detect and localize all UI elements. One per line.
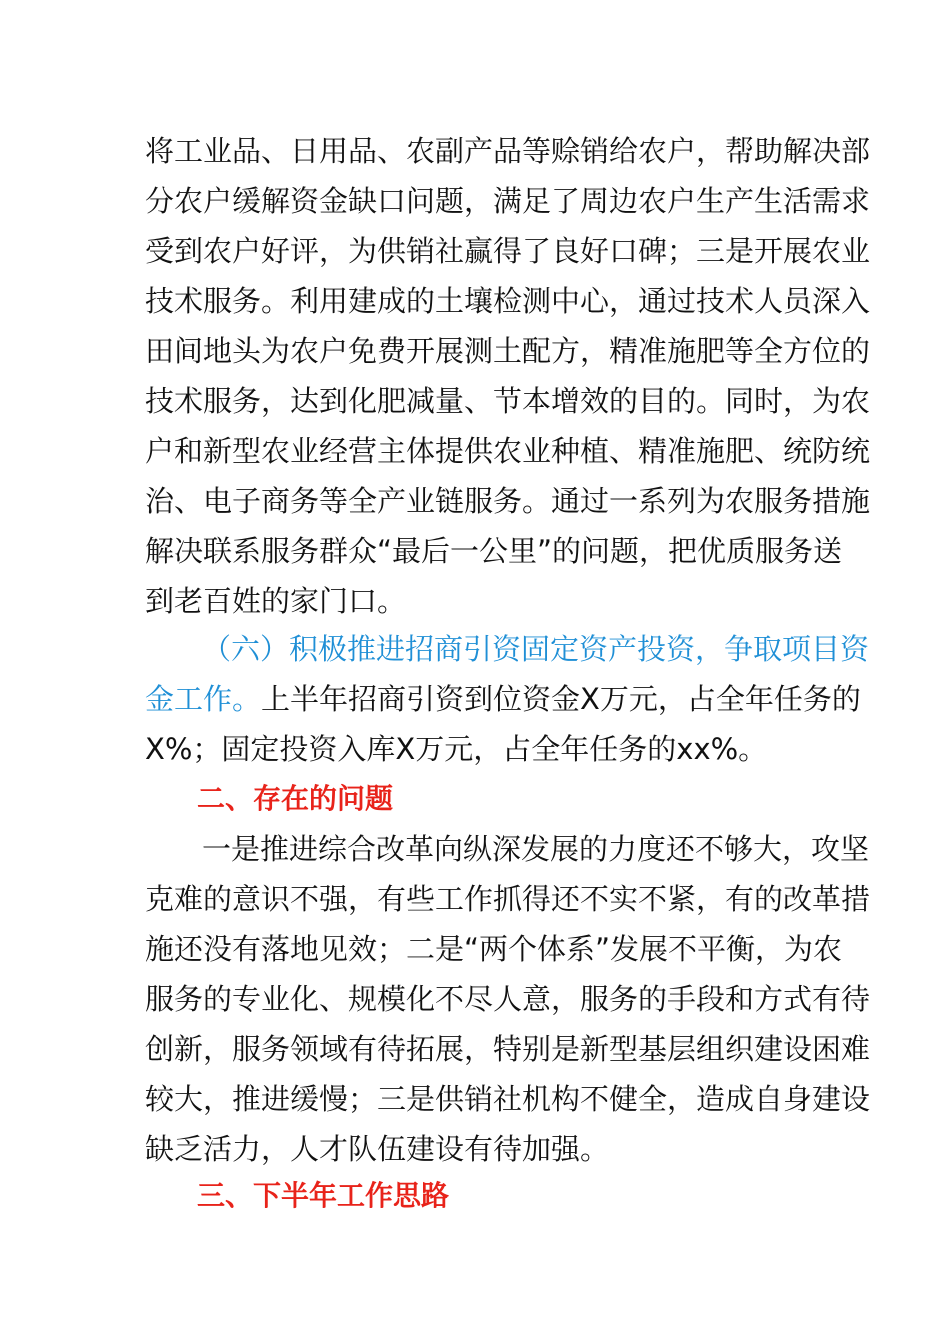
body-text-line: 服务的专业化、规模化不尽人意，服务的手段和方式有待 <box>145 982 871 1016</box>
body-text-line: 较大，推进缓慢；三是供销社机构不健全，造成自身建设 <box>145 1082 871 1116</box>
subheading-tail: 金工作。 <box>145 682 262 716</box>
body-text-line: 治、电子商务等全产业链服务。通过一系列为农服务措施 <box>145 484 871 518</box>
body-text-line: 技术服务，达到化肥减量、节本增效的目的。同时，为农 <box>145 384 871 418</box>
body-text-line: 克难的意识不强，有些工作抓得还不实不紧，有的改革措 <box>145 882 871 916</box>
body-text-line: X%；固定投资入库X万元，占全年任务的xx%。 <box>145 732 768 766</box>
body-text-line: 创新，服务领域有待拓展，特别是新型基层组织建设困难 <box>145 1032 871 1066</box>
body-text-line: 解决联系服务群众“最后一公里”的问题，把优质服务送 <box>145 534 843 568</box>
body-text-span: 上半年招商引资到位资金X万元，占全年任务的 <box>261 682 861 716</box>
body-text-line: 施还没有落地见效；二是“两个体系”发展不平衡，为农 <box>145 932 843 966</box>
body-text-line: 田间地头为农户免费开展测土配方，精准施肥等全方位的 <box>145 334 871 368</box>
body-text-line: 受到农户好评，为供销社赢得了良好口碑；三是开展农业 <box>145 234 871 268</box>
section-title: 三、下半年工作思路 <box>197 1179 450 1212</box>
body-text-line: 户和新型农业经营主体提供农业种植、精准施肥、统防统 <box>145 434 871 468</box>
section-title: 二、存在的问题 <box>197 782 394 815</box>
body-text-line: 一是推进综合改革向纵深发展的力度还不够大，攻坚 <box>202 832 870 866</box>
body-text-line: 技术服务。利用建成的土壤检测中心，通过技术人员深入 <box>145 284 871 318</box>
body-text-line-mixed <box>145 679 861 719</box>
body-text-line: 到老百姓的家门口。 <box>145 584 407 618</box>
body-text-line: 将工业品、日用品、农副产品等赊销给农户，帮助解决部 <box>145 134 871 168</box>
body-text-line: 分农户缓解资金缺口问题，满足了周边农户生产生活需求 <box>145 184 871 218</box>
subheading-line: （六）积极推进招商引资固定资产投资，争取项目资 <box>202 632 870 666</box>
body-text-line: 缺乏活力，人才队伍建设有待加强。 <box>145 1132 610 1166</box>
